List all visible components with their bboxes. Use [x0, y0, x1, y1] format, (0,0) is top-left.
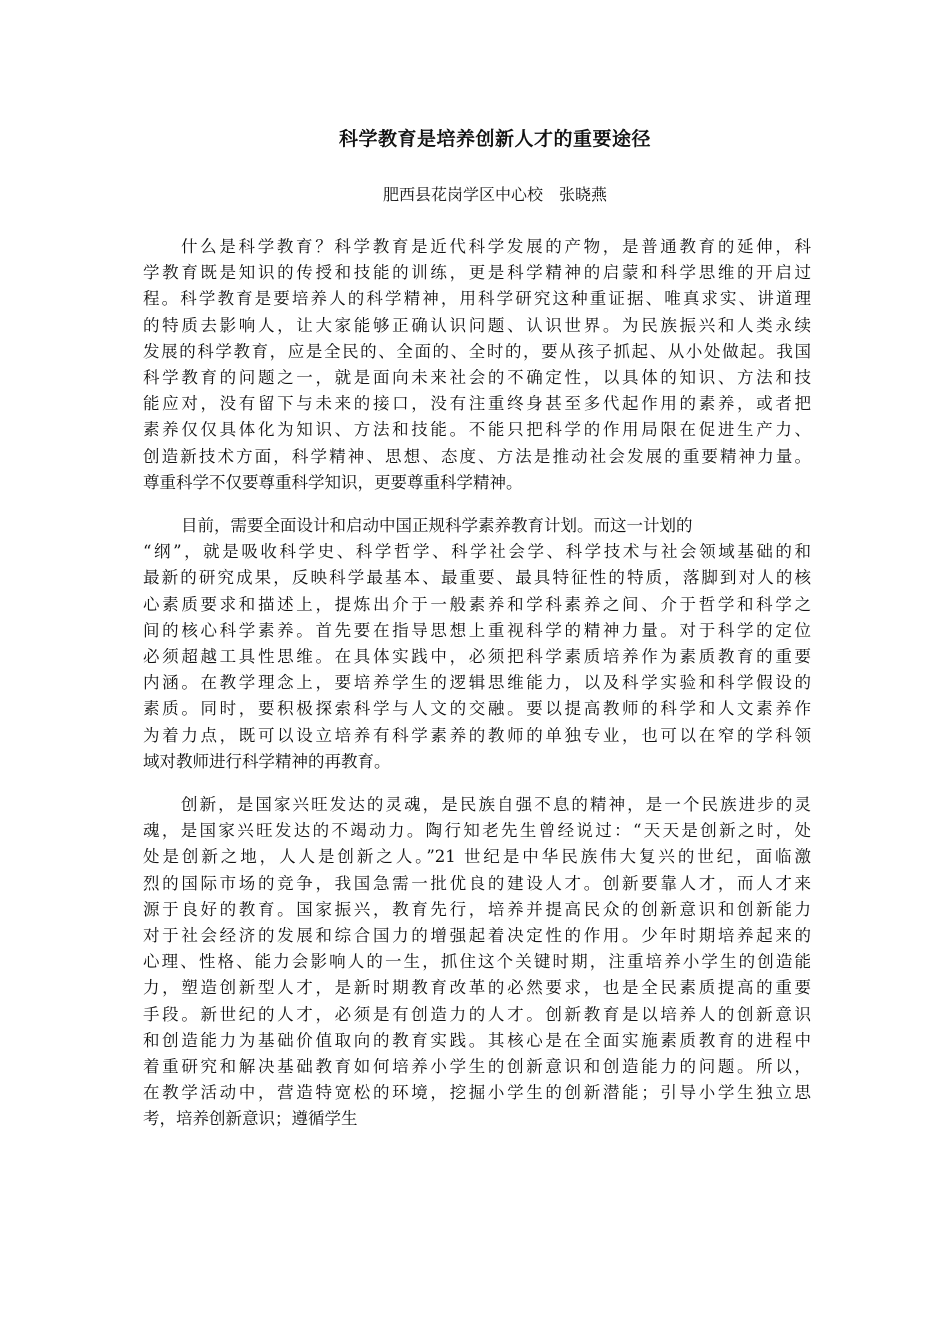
text-line: 素质。同时，要积极探索科学与人文的交融。要以提高教师的科学和人文素养作: [143, 699, 811, 719]
text-line: 的特质去影响人，让大家能够正确认识问题、认识世界。为民族振兴和人类永续: [143, 315, 811, 335]
paragraph-3: [143, 792, 811, 1133]
text-line: 域对教师进行科学精神的再教育。: [143, 751, 391, 771]
paragraph-2: [143, 513, 811, 775]
text-line: 内涵。在教学理念上，要培养学生的逻辑思维能力，以及科学实验和科学假设的: [143, 673, 811, 693]
text-line: 考，培养创新意识；遵循学生: [143, 1109, 358, 1129]
text-line: 心素质要求和描述上，提炼出介于一般素养和学科素养之间、介于哲学和科学之: [143, 594, 811, 614]
text-line: 和创造能力为基础价值取向的教育实践。其核心是在全面实施素质教育的进程中: [143, 1030, 811, 1050]
text-line: 对于社会经济的发展和综合国力的增强起着决定性的作用。少年时期培养起来的: [143, 926, 811, 946]
text-line: 手段。新世纪的人才，必须是有创造力的人才。创新教育是以培养人的创新意识: [143, 1004, 811, 1024]
text-line: 素养仅仅具体化为知识、方法和技能。不能只把科学的作用局限在促进生产力、: [143, 420, 811, 440]
text-line: 处是创新之地，人人是创新之人。”21 世纪是中华民族伟大复兴的世纪，面临激: [143, 847, 811, 867]
text-line: 什么是科学教育？科学教育是近代科学发展的产物，是普通教育的延伸，科: [181, 237, 811, 256]
text-line: 创新，是国家兴旺发达的灵魂，是民族自强不息的精神，是一个民族进步的灵: [181, 795, 811, 814]
text-line: 烈的国际市场的竞争，我国急需一批优良的建设人才。创新要靠人才，而人才来: [143, 873, 811, 893]
text-line: 间的核心科学素养。首先要在指导思想上重视科学的精神力量。对于科学的定位: [143, 620, 811, 640]
text-line: 学教育既是知识的传授和技能的训练，更是科学精神的启蒙和科学思维的开启过: [143, 263, 811, 283]
paragraph-1: [143, 234, 811, 496]
text-line: 能应对，没有留下与未来的接口，没有注重终身甚至多代起作用的素养，或者把: [143, 394, 811, 414]
text-line: 力，塑造创新型人才，是新时期教育改革的必然要求，也是全民素质提高的重要: [143, 978, 811, 998]
text-line: 必须超越工具性思维。在具体实践中，必须把科学素质培养作为素质教育的重要: [143, 647, 811, 667]
text-line: 发展的科学教育，应是全民的、全面的、全时的，要从孩子抓起、从小处做起。我国: [143, 341, 811, 361]
text-line: 着重研究和解决基础教育如何培养小学生的创新意识和创造能力的问题。所以，: [143, 1057, 811, 1077]
author-byline: 肥西县花岗学区中心校 张晓燕: [382, 185, 607, 204]
text-line: 魂，是国家兴旺发达的不竭动力。陶行知老先生曾经说过：“天天是创新之时，处: [143, 821, 811, 841]
text-line: 源于良好的教育。国家振兴，教育先行，培养并提高民众的创新意识和创新能力: [143, 899, 811, 919]
text-line: 程。科学教育是要培养人的科学精神，用科学研究这种重证据、唯真求实、讲道理: [143, 289, 811, 309]
text-line: 科学教育的问题之一，就是面向未来社会的不确定性，以具体的知识、方法和技: [143, 368, 811, 388]
text-line: 目前，需要全面设计和启动中国正规科学素养教育计划。而这一计划的: [181, 516, 693, 535]
text-line: 创造新技术方面，科学精神、思想、态度、方法是推动社会发展的重要精神力量。: [143, 446, 811, 466]
text-line: 在教学活动中，营造特宽松的环境，挖掘小学生的创新潜能；引导小学生独立思: [143, 1083, 811, 1103]
text-line: 尊重科学不仅要尊重科学知识，更要尊重科学精神。: [143, 472, 523, 492]
text-line: “纲”，就是吸收科学史、科学哲学、科学社会学、科学技术与社会领域基础的和: [143, 542, 811, 562]
document-title: 科学教育是培养创新人才的重要途径: [338, 128, 651, 150]
text-line: 为着力点，既可以设立培养有科学素养的教师的单独专业，也可以在窄的学科领: [143, 725, 811, 745]
text-line: 最新的研究成果，反映科学最基本、最重要、最具特征性的特质，落脚到对人的核: [143, 568, 811, 588]
text-line: 心理、性格、能力会影响人的一生，抓住这个关键时期，注重培养小学生的创造能: [143, 952, 811, 972]
